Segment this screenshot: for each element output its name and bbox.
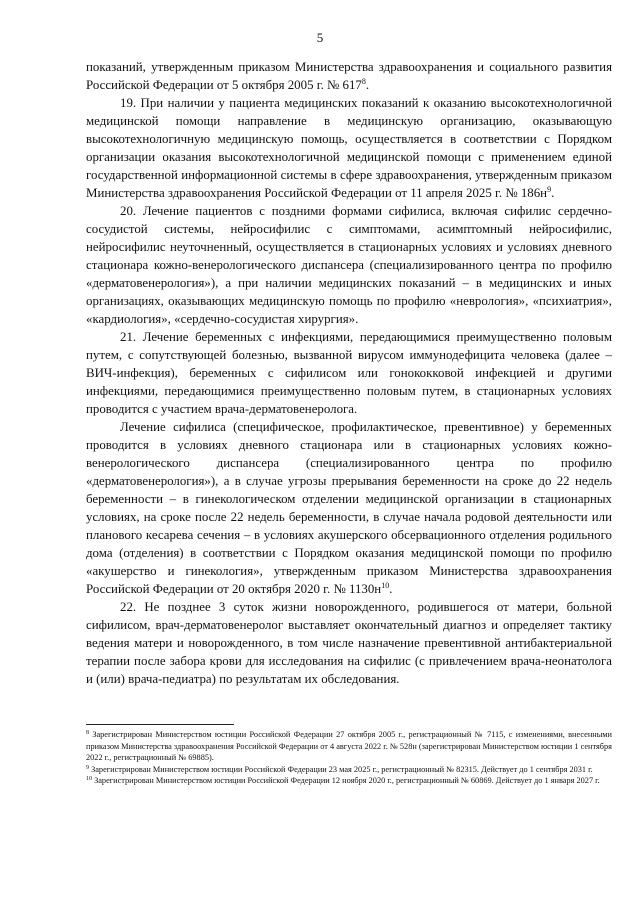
footnote-separator [86, 724, 234, 725]
page-number: 5 [316, 30, 324, 45]
paragraph-19 [86, 94, 612, 202]
footnote-ref: 10 [381, 581, 390, 590]
footnote-ref: 8 [361, 77, 366, 86]
paragraph-tail: . [551, 186, 555, 200]
paragraph-21 [86, 328, 612, 418]
paragraph-text: 19. При наличии у пациента медицинских показаний к оказанию высокотехнологичной медицинской помощи направление в медицинскую организацию, оказывающую высокотехнологичную медицинскую помощь, осуществляется в соответствии с Порядком организации оказания высокотехнологичной медицинской помощи с применением единой государственной информационной системы в сфере здравоохранения, утвержденным приказом Министерства здравоохранения Российской Федерации от 11 апреля 2025 г. № 186н [86, 96, 612, 200]
footnote-number: 10 [86, 776, 92, 783]
footnote-number: 8 [86, 730, 89, 736]
paragraph-20 [86, 202, 612, 328]
paragraph-text: 22. Не позднее 3 суток жизни новорожденного, родившегося от матери, больной сифилисом, врач-дерматовенеролог выставляет окончательный диагноз и определяет тактику ведения матери и новорожденного, в том числе назначение превентивной антибактериальной терапии после забора крови для исследования на сифилис (с привлечением врача-неонатолога и (или) врача-педиатра) по результатам их обследования. [86, 600, 612, 686]
footnote-10 [86, 775, 612, 787]
footnote-number: 9 [86, 764, 89, 771]
paragraph-tail: . [389, 582, 393, 596]
paragraph-continuation [86, 58, 612, 94]
paragraph-tail: . [365, 78, 370, 92]
footnote-ref: 9 [547, 185, 552, 194]
footnote-text: Зарегистрирован Министерством юстиции Российской Федерации 27 октября 2005 г., регистрационный № 7115, с изменениями, внесенными приказом Министерства здравоохранения Российской Федерации от 4 августа 2022 г. № 528н (зарегистрирован Министерством юстиции 1 сентября 2022 г., регистрационный № 69885). [86, 730, 613, 763]
footnote-text: Зарегистрирован Министерством юстиции Российской Федерации 12 ноября 2020 г., регистрационный № 60869. Действует до 1 января 2027 г. [94, 776, 600, 786]
paragraph-text: 20. Лечение пациентов с поздними формами сифилиса, включая сифилис сердечно-сосудистой системы, нейросифилис с симптомами, асимптомный нейросифилис, нейросифилис неуточненный, осуществляется в стационарных условиях и условиях дневного стационара кожно-венерологического диспансера (специализированного центра по профилю «дерматовенерология»), а при наличии медицинских показаний – в медицинских и иных организациях, оказывающих медицинскую помощь по профилю «неврология», «психиатрия», «кардиология», «сердечно-сосудистая хирургия». [86, 204, 612, 326]
paragraph-text: Лечение сифилиса (специфическое, профилактическое, превентивное) у беременных проводится в условиях дневного стационара или в стационарных условиях кожно-венерологического диспансера (специализированного центра по профилю «дерматовенерология»), а в случае угрозы прерывания беременности на сроке до 22 недель беременности – в гинекологическом отделении медицинской организации в стационарных условиях, на сроке после 22 недель беременности, в случае начала родовой деятельности или планового кесарева сечения – в условиях акушерского обсервационного отделения родильного дома (отделения) в соответствии с Порядком оказания медицинской помощи по профилю «акушерство и гинекология», утвержденным приказом Министерства здравоохранения Российской Федерации от 20 октября 2020 г. № 1130н [86, 420, 612, 596]
document-body [86, 58, 612, 688]
paragraph-text: 21. Лечение беременных с инфекциями, передающимися преимущественно половым путем, с сопутствующей болезнью, вызванной вирусом иммунодефицита человека (далее – ВИЧ-инфекция), беременных с сифилисом или гонококковой инфекцией и другими инфекциями, передающимися преимущественно половым путем, в стационарных условиях проводится с участием врача-дерматовенеролога. [86, 330, 612, 416]
footnotes [86, 729, 612, 787]
footnote-9 [86, 764, 612, 776]
paragraph-text: показаний, утвержденным приказом Министерства здравоохранения и социального развития Российской Федерации от 5 октября 2005 г. № 617 [86, 60, 612, 92]
paragraph-21-continued [86, 418, 612, 598]
paragraph-22 [86, 598, 612, 688]
footnote-8 [86, 729, 612, 764]
footnote-text: Зарегистрирован Министерством юстиции Российской Федерации 23 мая 2025 г., регистрационный № 82315. Действует до 1 сентября 2031 г. [91, 764, 593, 774]
